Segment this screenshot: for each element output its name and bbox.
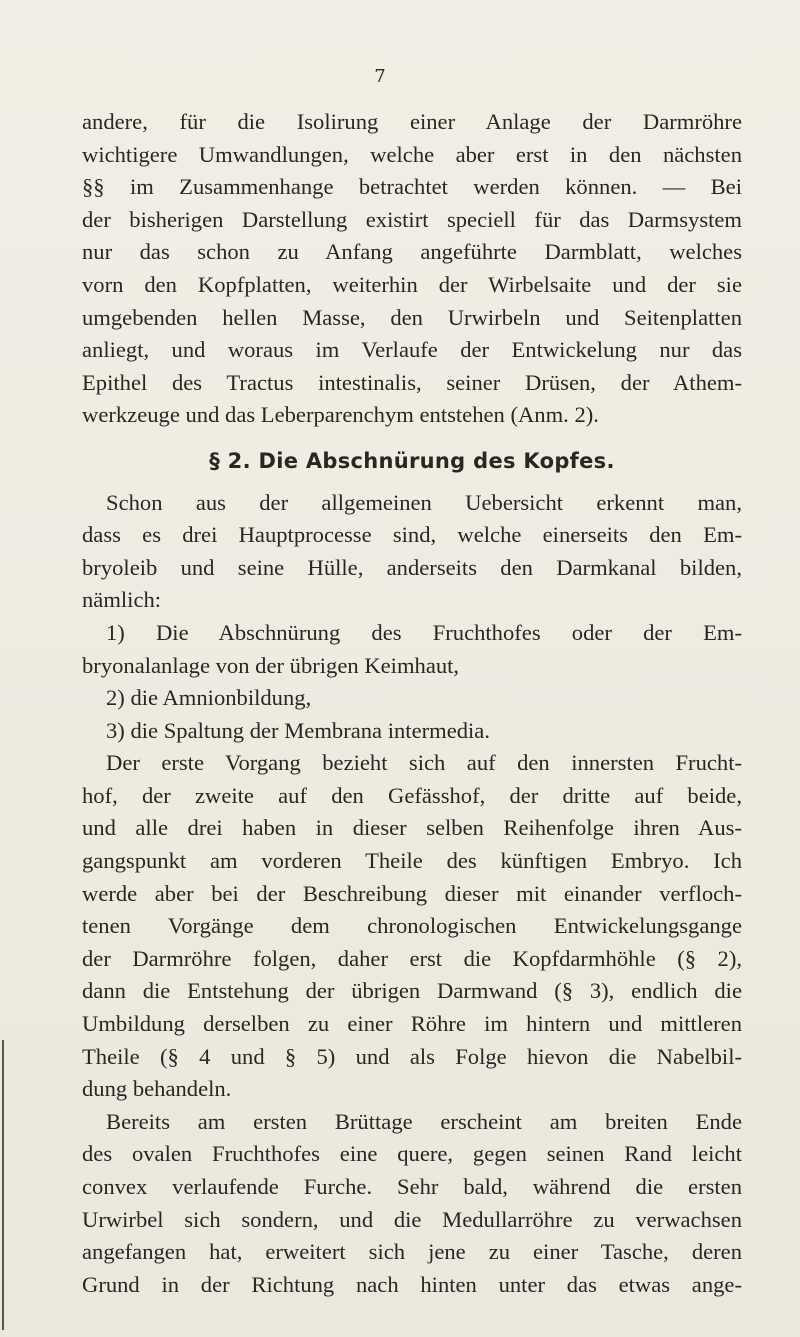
- text-line: der bisherigen Darstellung existirt speciell für das Darmsystem: [82, 206, 742, 232]
- body-text: [82, 106, 742, 1301]
- text-line: Bereits am ersten Brüttage erscheint am breiten Ende: [106, 1108, 742, 1134]
- text-line: bryoleib und seine Hülle, anderseits den Darmkanal bilden,: [82, 554, 742, 580]
- text-line: Epithel des Tractus intestinalis, seiner Drüsen, der Athem-: [82, 369, 742, 395]
- text-line: convex verlaufende Furche. Sehr bald, während die ersten: [82, 1174, 742, 1199]
- page-edge-shadow: [2, 1040, 4, 1330]
- text-line: anliegt, und woraus im Verlaufe der Entwickelung nur das: [82, 337, 742, 363]
- text-line: der Darmröhre folgen, daher erst die Kopfdarmhöhle (§ 2),: [82, 945, 742, 971]
- text-line: werde aber bei der Beschreibung dieser mit einander verfloch-: [82, 880, 742, 906]
- process-list: [82, 617, 742, 747]
- text-line: angefangen hat, erweitert sich jene zu einer Tasche, deren: [82, 1239, 742, 1265]
- text-line: wichtigere Umwandlungen, welche aber erst in den nächsten: [82, 141, 742, 167]
- text-line: nur das schon zu Anfang angeführte Darmblatt, welches: [82, 239, 742, 265]
- list-item-continuation: bryonalanlage von der übrigen Keimhaut,: [82, 652, 460, 678]
- text-line: Grund in der Richtung nach hinten unter das etwas ange-: [82, 1271, 742, 1297]
- text-line: Urwirbel sich sondern, und die Medullarröhre zu verwachsen: [82, 1206, 742, 1232]
- list-item: 3) die Spaltung der Membrana intermedia.: [106, 717, 490, 743]
- paragraph-overview: [82, 487, 742, 617]
- text-line: hof, der zweite auf den Gefässhof, der dritte auf beide,: [82, 782, 742, 808]
- section-heading: § 2. Die Abschnürung des Kopfes.: [209, 448, 615, 473]
- list-item: 2) die Amnionbildung,: [106, 685, 312, 711]
- intro-paragraph: [82, 106, 742, 432]
- text-line: Der erste Vorgang bezieht sich auf den innersten Frucht-: [106, 750, 742, 776]
- text-line: werkzeuge und das Leberparenchym entstehen (Anm. 2).: [82, 402, 599, 428]
- text-line: §§ im Zusammenhange betrachtet werden können. — Bei: [82, 174, 742, 200]
- text-line: des ovalen Fruchthofes eine quere, gegen seinen Rand leicht: [82, 1141, 742, 1167]
- list-item: 1) Die Abschnürung des Fruchthofes oder der Em-: [106, 619, 742, 645]
- text-line: gangspunkt am vorderen Theile des künftigen Embryo. Ich: [82, 848, 742, 874]
- text-line: umgebenden hellen Masse, den Urwirbeln und Seitenplatten: [82, 304, 742, 330]
- text-line: Theile (§ 4 und § 5) und als Folge hievon die Nabelbil-: [82, 1043, 742, 1069]
- text-line: nämlich:: [82, 587, 162, 613]
- text-line: vorn den Kopfplatten, weiterhin der Wirbelsaite und der sie: [82, 271, 742, 297]
- text-line: Schon aus der allgemeinen Uebersicht erkennt man,: [106, 489, 742, 515]
- text-line: und alle drei haben in dieser selben Reihenfolge ihren Aus-: [82, 815, 742, 841]
- text-line: dass es drei Hauptprocesse sind, welche einerseits den Em-: [82, 522, 742, 548]
- paragraph-first-day: [82, 1106, 742, 1302]
- text-line: tenen Vorgänge dem chronologischen Entwickelungsgange: [82, 913, 742, 939]
- paragraph-sequence: [82, 747, 742, 1106]
- page-number: 7: [374, 66, 386, 87]
- text-line: dung behandeln.: [82, 1076, 232, 1102]
- text-line: dann die Entstehung der übrigen Darmwand (§ 3), endlich die: [82, 978, 742, 1004]
- text-line: andere, für die Isolirung einer Anlage der Darmröhre: [82, 109, 742, 134]
- text-line: Umbildung derselben zu einer Röhre im hintern und mittleren: [82, 1011, 742, 1037]
